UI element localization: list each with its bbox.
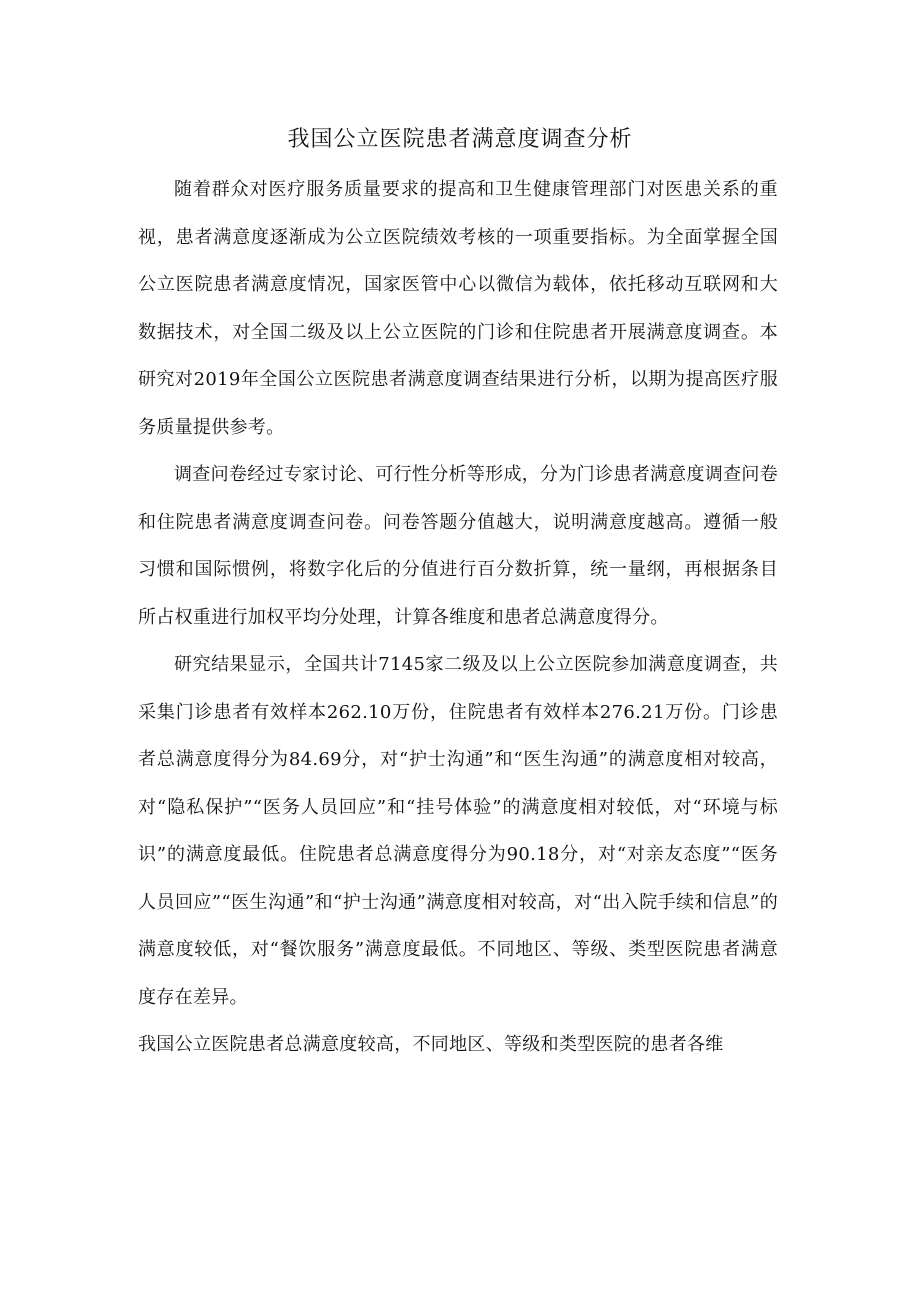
paragraph-background: 随着群众对医疗服务质量要求的提高和卫生健康管理部门对医患关系的重视，患者满意度逐渐成为公立医院绩效考核的一项重要指标。为全面掌握全国公立医院患者满意度情况，国家医管中心以微信为载体，依托移动互联网和大数据技术，对全国二级及以上公立医院的门诊和住院患者开展满意度调查。本研究对2019年全国公立医院患者满意度调查结果进行分析，以期为提高医疗服务质量提供参考。 bbox=[138, 179, 778, 438]
document-title: 我国公立医院患者满意度调查分析 bbox=[287, 127, 633, 152]
paragraph-methods: 调查问卷经过专家讨论、可行性分析等形成，分为门诊患者满意度调查问卷和住院患者满意度调查问卷。问卷答题分值越大，说明满意度越高。遵循一般习惯和国际惯例，将数字化后的分值进行百分数折算，统一量纲，再根据条目所占权重进行加权平均分处理，计算各维度和患者总满意度得分。 bbox=[138, 464, 778, 628]
paragraph-conclusion: 我国公立医院患者总满意度较高，不同地区、等级和类型医院的患者各维 bbox=[138, 1034, 724, 1055]
paragraph-results: 研究结果显示，全国共计7145家二级及以上公立医院参加满意度调查，共采集门诊患者有效样本262.10万份，住院患者有效样本276.21万份。门诊患者总满意度得分为84.69分，对“护士沟通”和“医生沟通”的满意度相对较高，对“隐私保护”“医务人员回应”和“挂号体验”的满意度相对较低，对“环境与标识”的满意度最低。住院患者总满意度得分为90.18分，对“对亲友态度”“医务人员回应”“医生沟通”和“护士沟通”满意度相对较高，对“出入院手续和信息”的满意度较低，对“餐饮服务”满意度最低。不同地区、等级、类型医院患者满意度存在差异。 bbox=[138, 654, 778, 1008]
document-body bbox=[138, 166, 778, 1069]
